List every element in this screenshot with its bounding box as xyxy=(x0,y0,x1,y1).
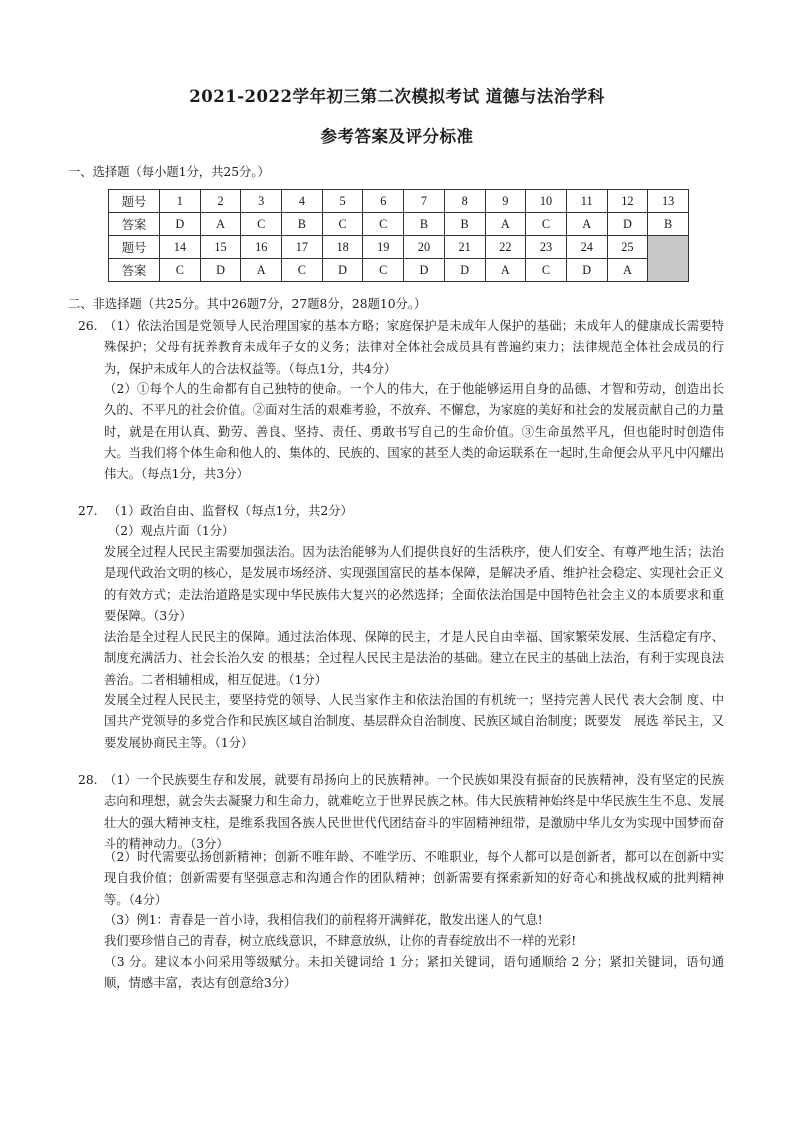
section-2-heading: 二、非选择题（共25分。其中26题7分，27题8分，28题10分。） xyxy=(68,297,427,311)
choice-answer-table xyxy=(108,189,689,282)
answer-cell: A xyxy=(485,213,526,236)
q27-part1: （1）政治自由、监督权（每点1分，共2分） xyxy=(108,504,353,518)
q27-part2-body-2: 法治是全过程人民民主的保障。通过法治体现、保障的民主，才是人民自由幸福、国家繁荣发展、生活稳定有序、制度充满活力、社会长治久安 的根基；全过程人民民主是法治的基础。建立在民主的基础上法治，有利于实现良法善治。二者相辅相成，相互促进。（1分） xyxy=(104,630,724,687)
row-label-question: 题号 xyxy=(109,190,160,213)
section-1-heading: 一、选择题（每小题1分，共25分。） xyxy=(68,165,270,179)
q27-part2-body-3: 发展全过程人民民主，要坚持党的领导、人民当家作主和依法治国的有机统一；坚持完善人民代 表大会制 度、中国共产党领导的多党合作和民族区域自治制度、基层群众自治制度、民族区域自治制度；既要发 展选 举民主，又要发展协商民主等。（1分） xyxy=(104,693,724,750)
q26-part2: （2）①每个人的生命都有自己独特的使命。一个人的伟大，在于他能够运用自身的品德、才智和劳动，创造出长久的、不平凡的社会价值。②面对生活的艰难考验，不放弃、不懈怠，为家庭的美好和社会的发展贡献自己的力量时，就是在用认真、勤劳、善良、坚持、责任、勇敢书写自己的生命价值。③生命虽然平凡，但也能时时创造伟大。当我们将个体生命和他人的、集体的、民族的、国家的甚至人类的命运联系在一起时,生命便会从平凡中闪耀出伟大。（每点1分，共3分） xyxy=(104,382,724,482)
question-number-cell: 23 xyxy=(526,236,567,259)
document-subtitle: 参考答案及评分标准 xyxy=(320,127,474,146)
answer-cell: B xyxy=(648,213,689,236)
question-26-number: 26. xyxy=(78,319,98,333)
question-27-number: 27. xyxy=(78,504,98,518)
answer-cell: C xyxy=(363,259,404,282)
answer-cell: B xyxy=(282,213,323,236)
question-number-cell: 8 xyxy=(444,190,485,213)
answer-cell: D xyxy=(607,213,648,236)
answer-cell: C xyxy=(363,213,404,236)
question-number-cell: 7 xyxy=(404,190,445,213)
question-number-cell: 3 xyxy=(241,190,282,213)
q26-part1: （1）依法治国是党领导人民治理国家的基本方略；家庭保护是未成年人保护的基础；未成年人的健康成长需要特殊保护；父母有抚养教育未成年子女的义务；法律对全体社会成员具有普遍约束力；法律规范全体社会成员的行为，保护未成年人的合法权益等。（每点1分，共4分） xyxy=(104,319,724,376)
table-row-answers-2 xyxy=(109,259,689,282)
question-number-cell: 25 xyxy=(607,236,648,259)
row-label-answer: 答案 xyxy=(109,213,160,236)
question-number-cell: 15 xyxy=(200,236,241,259)
q28-part2: （2）时代需要弘扬创新精神；创新不唯年龄、不唯学历、不唯职业，每个人都可以是创新者，都可以在创新中实现自我价值；创新需要有坚强意志和沟通合作的团队精神；创新需要有探索新知的好奇心和挑战权威的批判精神等。（4分） xyxy=(104,850,724,907)
question-number-cell: 6 xyxy=(363,190,404,213)
row-label-answer: 答案 xyxy=(109,259,160,282)
answer-cell: D xyxy=(160,213,201,236)
question-number-cell: 21 xyxy=(444,236,485,259)
answer-cell: D xyxy=(566,259,607,282)
empty-shaded-cell xyxy=(648,236,689,282)
answer-cell: A xyxy=(241,259,282,282)
q27-part2-body-1: 发展全过程人民民主需要加强法治。因为法治能够为人们提供良好的生活秩序，使人们安全、有尊严地生活；法治是现代政治文明的核心，是发展市场经济、实现强国富民的基本保障，是解决矛盾、维护社会稳定、实现社会正义的有效方式；走法治道路是实现中华民族伟大复兴的必然选择；全面依法治国是中国特色社会主义的本质要求和重要保障。（3分） xyxy=(104,545,724,623)
answer-cell: C xyxy=(526,259,567,282)
question-number-cell: 14 xyxy=(160,236,201,259)
answer-cell: A xyxy=(566,213,607,236)
answer-cell: D xyxy=(200,259,241,282)
document-title: 2021-2022学年初三第二次模拟考试 道德与法治学科 xyxy=(189,87,605,106)
question-number-cell: 18 xyxy=(322,236,363,259)
question-number-cell: 2 xyxy=(200,190,241,213)
question-number-cell: 16 xyxy=(241,236,282,259)
question-number-cell: 4 xyxy=(282,190,323,213)
answer-cell: B xyxy=(444,213,485,236)
question-number-cell: 13 xyxy=(648,190,689,213)
question-number-cell: 11 xyxy=(566,190,607,213)
q28-part3-example: （3）例1：青春是一首小诗，我相信我们的前程将开满鲜花，散发出迷人的气息! xyxy=(104,913,543,927)
question-number-cell: 5 xyxy=(322,190,363,213)
question-number-cell: 9 xyxy=(485,190,526,213)
q28-part1: （1）一个民族要生存和发展，就要有昂扬向上的民族精神。一个民族如果没有振奋的民族精神，没有坚定的民族志向和理想，就会失去凝聚力和生命力，就难屹立于世界民族之林。伟大民族精神始终是中华民族生生不息、发展壮大的强大精神支柱，是维系我国各族人民世世代代团结奋斗的牢固精神纽带，是激励中华儿女为实现中国梦而奋斗的精神动力。（3分） xyxy=(104,773,724,851)
question-number-cell: 10 xyxy=(526,190,567,213)
question-number-cell: 17 xyxy=(282,236,323,259)
answer-cell: C xyxy=(322,213,363,236)
table-row-numbers-2 xyxy=(109,236,689,259)
question-number-cell: 24 xyxy=(566,236,607,259)
question-number-cell: 22 xyxy=(485,236,526,259)
q27-part2: （2）观点片面（1分） xyxy=(108,524,235,538)
question-number-cell: 1 xyxy=(160,190,201,213)
q28-part3-scoring: （3 分。建议本小问采用等级赋分。未扣关键词给 1 分；紧扣关键词，语句通顺给 2 分；紧扣关键词，语句通顺，情感丰富，表达有创意给3分） xyxy=(104,955,724,991)
question-number-cell: 12 xyxy=(607,190,648,213)
answer-cell: A xyxy=(200,213,241,236)
answer-cell: C xyxy=(526,213,567,236)
answer-cell: C xyxy=(160,259,201,282)
answer-cell: C xyxy=(241,213,282,236)
question-28-number: 28. xyxy=(78,773,98,787)
answer-cell: D xyxy=(444,259,485,282)
question-number-cell: 19 xyxy=(363,236,404,259)
table-row-answers-1 xyxy=(109,213,689,236)
answer-cell: A xyxy=(607,259,648,282)
answer-cell: C xyxy=(282,259,323,282)
answer-cell: B xyxy=(404,213,445,236)
answer-cell: D xyxy=(404,259,445,282)
row-label-question: 题号 xyxy=(109,236,160,259)
q28-part3-example-cont: 我们要珍惜自己的青春，树立底线意识，不肆意放纵，让你的青春绽放出不一样的光彩! xyxy=(104,934,577,948)
table-row-numbers-1 xyxy=(109,190,689,213)
question-number-cell: 20 xyxy=(404,236,445,259)
answer-cell: A xyxy=(485,259,526,282)
answer-cell: D xyxy=(322,259,363,282)
